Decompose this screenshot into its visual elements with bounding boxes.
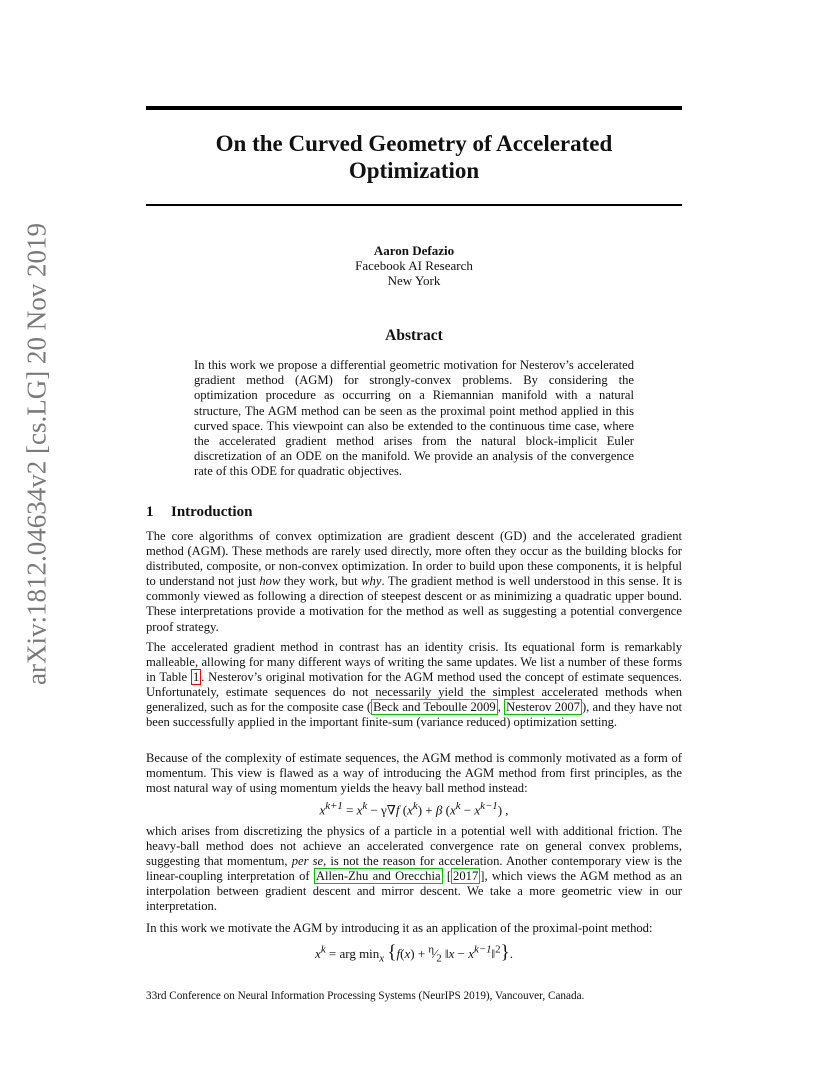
p1-emph-how: how: [259, 574, 281, 589]
p1-text-b: they work, but: [280, 574, 362, 589]
title-top-rule: [146, 106, 682, 110]
arxiv-side-stamp: arXiv:1812.04634v2 [cs.LG] 20 Nov 2019: [21, 223, 52, 685]
p2-text-c: ), and they have not been successfully applied in the important finite-sum (variance reduced) optimization setting.: [146, 700, 682, 730]
p1-text-c: . The gradient method is well understood in this sense. It is commonly viewed as following a direction of steepest descent or as minimizing a quadratic upper bound. These interpretations provide a motivation for the method as well as suggesting a potential convergence proof strategy.: [146, 574, 683, 634]
title-bottom-rule: [146, 204, 682, 206]
section-number: 1: [146, 504, 154, 520]
intro-paragraph-3: Because of the complexity of estimate sequences, the AGM method is commonly motivated as a form of momentum. This view is flawed as a way of introducing the AGM method from first principles, as the most natural way of using momentum yields the heavy ball method instead:: [146, 751, 682, 796]
citation-nesterov[interactable]: Nesterov 2007: [506, 700, 580, 715]
conference-footer: 33rd Conference on Neural Information Processing Systems (NeurIPS 2019), Vancouver, Canada.: [146, 990, 585, 1002]
author-name: Aaron Defazio: [373, 243, 455, 258]
author-affiliation: Facebook AI Research: [355, 258, 473, 273]
p1-emph-why: why: [361, 574, 382, 589]
table-ref-link[interactable]: 1: [192, 670, 200, 685]
citation-beck-teboulle[interactable]: Beck and Teboulle 2009: [373, 700, 496, 715]
equation-proximal-point: $x^k$ = arg $\min_x \{f(x)$ + $^\eta⁄_2$ ‖x − $x^{k-1}‖^2$}.: [315, 942, 513, 965]
section-title: Introduction: [171, 504, 253, 520]
intro-paragraph-4: which arises from discretizing the physics of a particle in a potential well with additional friction. The heavy-ball method does not achieve an accelerated convergence rate on general convex problems, suggesting that momentum, per se, is not the reason for acceleration. Another contemporary view is the linear-coupling interpretation of Allen-Zhu and Orecchia [ 2017 ], which views the AGM method as an interpolation between gradient descent and mirror descent. We take a more geometric view in our interpretation.: [146, 824, 682, 914]
author-location: New York: [387, 273, 441, 288]
p2-text-b: . Nesterov’s original motivation for the AGM method used the concept of estimate sequences. Unfortunately, estimate sequences do not necessarily yield the simplest accelerated methods when generalized, such as for the composite case (: [146, 670, 683, 715]
paper-title: [146, 130, 682, 184]
intro-paragraph-2: [146, 640, 682, 731]
equation-heavy-ball: $x^{k+1} = x^k - \gamma\nabla f$ $(x^k) + \beta$ $(x^k - x^{k-1})$ ,: [319, 800, 509, 818]
citation-year-2017[interactable]: 2017: [453, 869, 479, 884]
p2-sep: ,: [497, 700, 505, 715]
p2-text-a: The accelerated gradient method in contrast has an identity crisis. Its equational form is remarkably malleable, allowing for many different ways of writing the same updates. We list a number of these forms in Table: [146, 640, 682, 685]
p4-text-a: which arises from discretizing the physics of a particle in a potential well with additional friction. The heavy-ball method does not achieve an accelerated convergence rate on general convex problems, suggesting that momentum,: [146, 824, 682, 869]
p1-text-a: The core algorithms of convex optimization are gradient descent (GD) and the accelerated gradient method (AGM). These methods are rarely used directly, more often they occur as the building blocks for distributed, composite, or non-convex optimization. In order to build upon these components, it is helpful to understand not just: [146, 529, 682, 589]
title-line-1: On the Curved Geometry of Accelerated: [215, 131, 613, 156]
abstract-heading: Abstract: [385, 327, 443, 344]
section-heading: [146, 504, 252, 521]
intro-paragraph-5: In this work we motivate the AGM by introducing it as an application of the proximal-point method:: [146, 921, 653, 935]
citation-allen-zhu[interactable]: Allen-Zhu and Orecchia: [315, 869, 441, 884]
intro-paragraph-1: [146, 529, 682, 635]
p4-emph-perse: per se: [291, 854, 324, 869]
title-line-2: Optimization: [348, 158, 480, 183]
p4-text-b: , is not the reason for acceleration. Another contemporary view is the linear-coupling interpretation of: [146, 854, 682, 884]
p4-text-c: , which views the AGM method as an interpolation between gradient descent and mirror descent. We take a more geometric view in our interpretation.: [146, 869, 682, 914]
author-block: [146, 243, 682, 288]
abstract-text: In this work we propose a differential geometric motivation for Nesterov’s accelerated gradient method (AGM) for strongly-convex problems. By considering the optimization procedure as occurring on a Riemannian manifold with a natural structure, The AGM method can be seen as the proximal point method applied in this curved space. This viewpoint can also be extended to the continuous time case, where the accelerated gradient method arises from the natural block-implicit Euler discretization of an ODE on the manifold. We provide an analysis of the convergence rate of this ODE for quadratic objectives.: [194, 358, 634, 479]
